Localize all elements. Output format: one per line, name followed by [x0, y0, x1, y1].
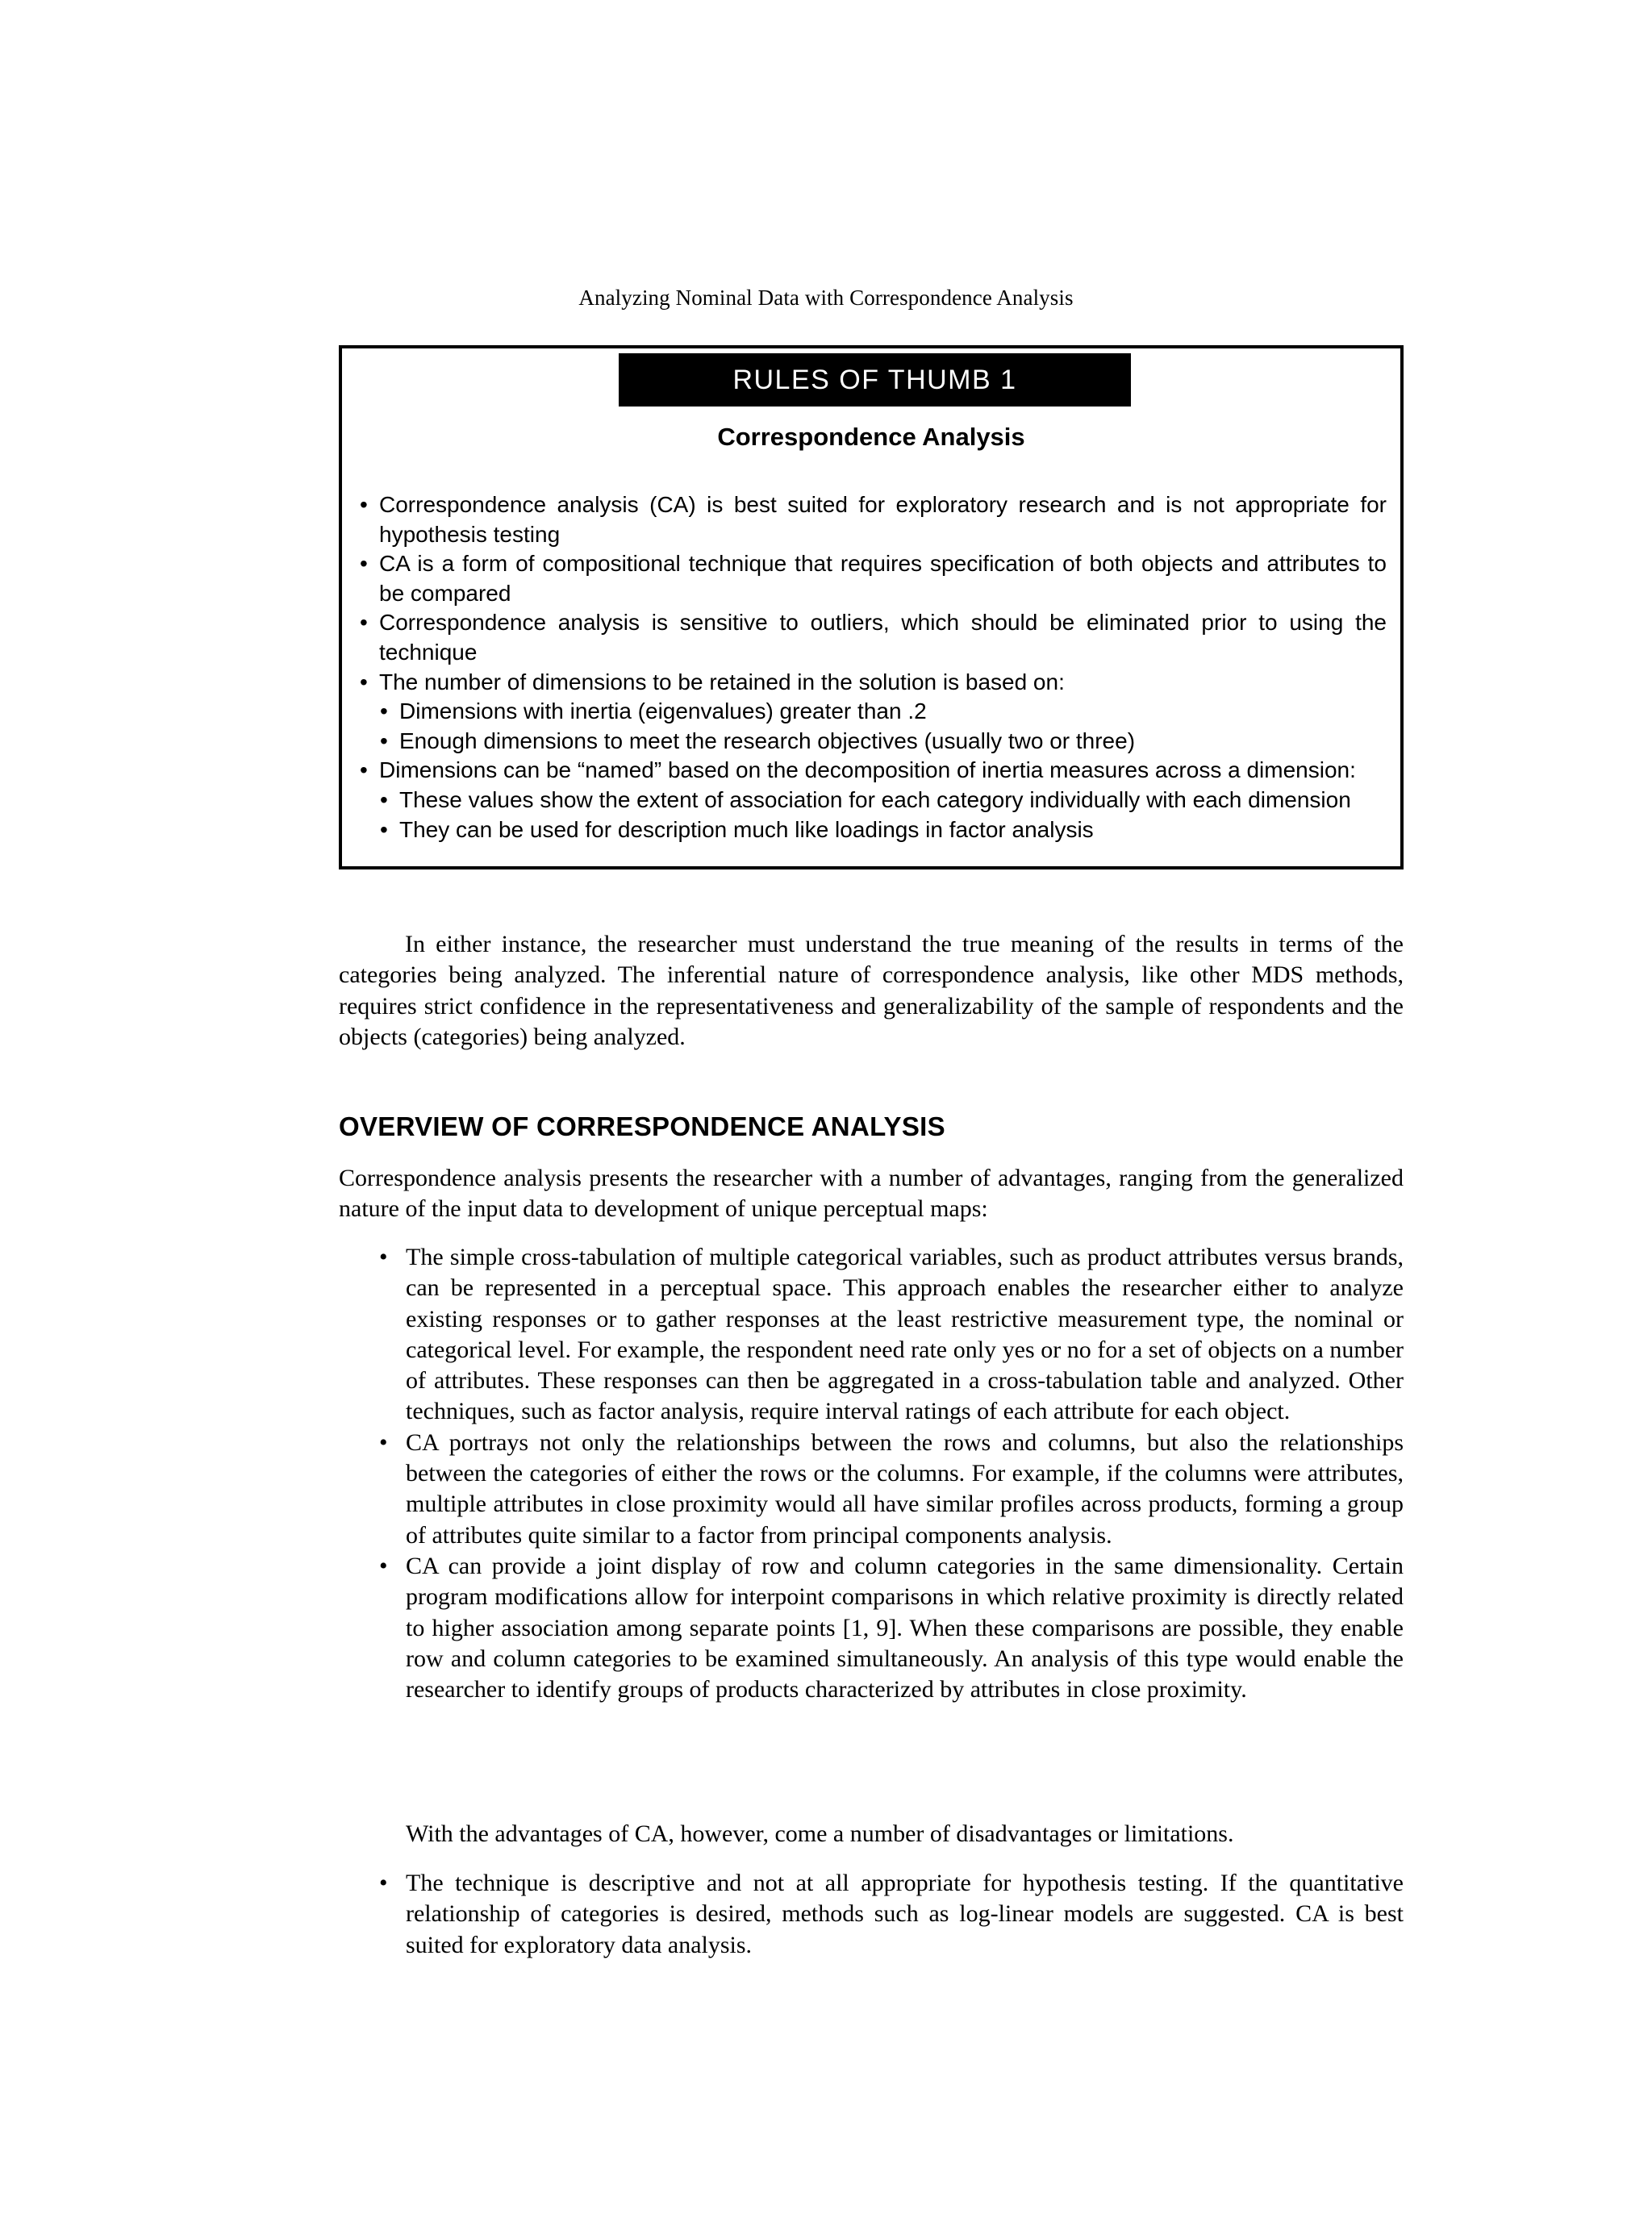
- rules-subitem: • These values show the extent of association for each category individually with each dimension: [378, 786, 1387, 815]
- rules-item: • Correspondence analysis is sensitive to outliers, which should be eliminated prior to using the technique: [358, 608, 1387, 667]
- rules-item: • CA is a form of compositional technique that requires specification of both objects and attributes to be compared: [358, 549, 1387, 608]
- running-head: Analyzing Nominal Data with Correspondence Analysis: [578, 286, 1074, 310]
- disadvantages-list: [379, 1868, 1404, 1961]
- rules-subitem: • They can be used for description much like loadings in factor analysis: [378, 815, 1387, 845]
- section-heading: OVERVIEW OF CORRESPONDENCE ANALYSIS: [339, 1111, 945, 1141]
- rules-item: • The number of dimensions to be retained in the solution is based on:: [358, 668, 1387, 698]
- rules-subitem: • Dimensions with inertia (eigenvalues) greater than .2: [378, 697, 1387, 727]
- rules-list: [358, 490, 1387, 844]
- advantage-item: • The simple cross-tabulation of multiple categorical variables, such as product attributes versus brands, can be represented in a perceptual space. This approach enables the researcher either to analyze existing responses or to gather responses at the least restrictive measurement type, the nominal or categorical level. For example, the respondent need rate only yes or no for a set of objects on a number of attributes. These responses can then be aggregated in a cross-tabulation table and analyzed. Other techniques, such as factor analysis, require interval ratings of each attribute for each object.: [379, 1242, 1404, 1428]
- rules-banner: RULES OF THUMB 1: [619, 353, 1131, 407]
- disadvantage-item: • The technique is descriptive and not at all appropriate for hypothesis testing. If the quantitative relationship of categories is desired, methods such as log-linear models are suggested. CA is best suited for exploratory data analysis.: [379, 1868, 1404, 1961]
- rules-subitem: • Enough dimensions to meet the research objectives (usually two or three): [378, 727, 1387, 757]
- advantages-list: [379, 1242, 1404, 1705]
- rules-title: Correspondence Analysis: [717, 423, 1025, 451]
- body-paragraph: With the advantages of CA, however, come a number of disadvantages or limitations.: [406, 1820, 1234, 1847]
- rules-item: • Dimensions can be “named” based on the decomposition of inertia measures across a dimension:: [358, 756, 1387, 786]
- advantage-item: • CA portrays not only the relationships between the rows and columns, but also the relationships between the categories of either the rows or the columns. For example, if the columns were attributes, multiple attributes in close proximity would all have similar profiles across products, forming a group of attributes quite similar to a factor from principal components analysis.: [379, 1428, 1404, 1551]
- advantage-item: • CA can provide a joint display of row and column categories in the same dimensionality. Certain program modifications allow for interpoint comparisons in which relative proximity is directly related to higher association among separate points [1, 9]. When these comparisons are possible, they enable row and column categories to be examined simultaneously. An analysis of this type would enable the researcher to identify groups of products characterized by attributes in close proximity.: [379, 1551, 1404, 1705]
- body-paragraph: Correspondence analysis presents the researcher with a number of advantages, ranging from the generalized nature of the input data to development of unique perceptual maps:: [339, 1165, 1404, 1223]
- body-paragraph: In either instance, the researcher must understand the true meaning of the results in terms of the categories being analyzed. The inferential nature of correspondence analysis, like other MDS methods, requires strict confidence in the representativeness and generalizability of the sample of respondents and the objects (categories) being analyzed.: [339, 931, 1404, 1050]
- rules-item: • Correspondence analysis (CA) is best suited for exploratory research and is not appropriate for hypothesis testing: [358, 490, 1387, 549]
- rules-of-thumb-box: [339, 345, 1404, 869]
